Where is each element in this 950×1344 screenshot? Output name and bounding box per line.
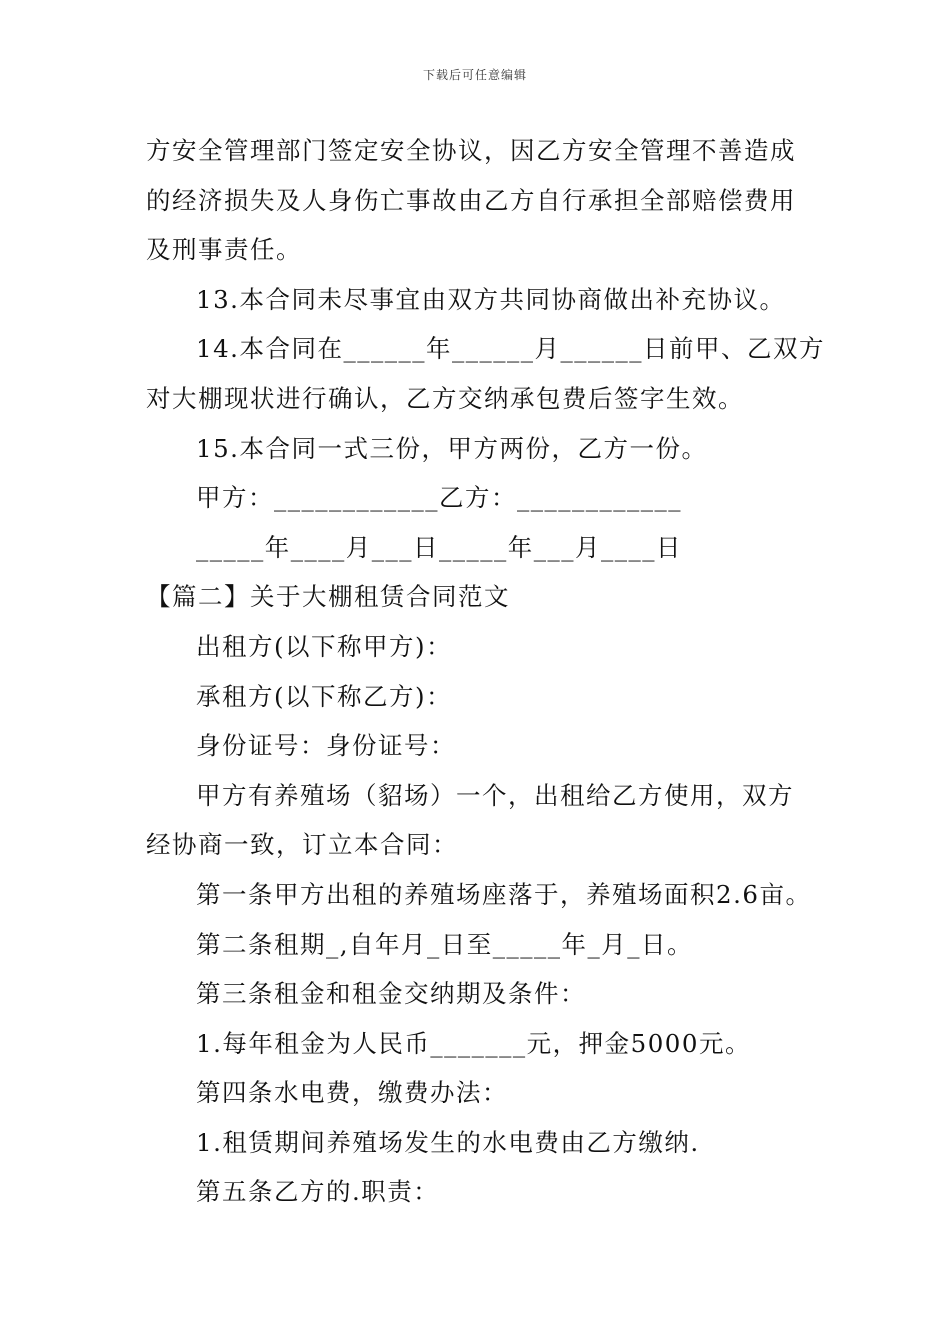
section-heading: 【篇二】关于大棚租赁合同范文 — [146, 582, 510, 612]
id-number-line: 身份证号：身份证号： — [196, 731, 456, 761]
paragraph-line: 的经济损失及人身伤亡事故由乙方自行承担全部赔偿费用 — [146, 185, 796, 215]
clause-13: 13.本合同未尽事宜由双方共同协商做出补充协议。 — [196, 284, 786, 314]
article-1: 第一条甲方出租的养殖场座落于，养殖场面积2.6亩。 — [196, 879, 812, 909]
article-4: 第四条水电费，缴费办法： — [196, 1078, 508, 1108]
article-3-item-1: 1.每年租金为人民币_______元，押金5000元。 — [196, 1028, 751, 1058]
signature-date-line: _____年____月___日_____年___月____日 — [196, 532, 682, 562]
article-4-item-1: 1.租赁期间养殖场发生的水电费由乙方缴纳. — [196, 1127, 700, 1157]
page-header: 下载后可任意编辑 — [422, 68, 527, 82]
paragraph-line: 甲方有养殖场（貂场）一个，出租给乙方使用，双方 — [196, 780, 794, 810]
clause-15: 15.本合同一式三份，甲方两份，乙方一份。 — [196, 433, 708, 463]
clause-14: 14.本合同在______年______月______日前甲、乙双方 — [196, 334, 825, 364]
article-2: 第二条租期_,自年月_日至_____年_月_日。 — [196, 929, 694, 959]
paragraph-line: 经协商一致，订立本合同： — [146, 830, 458, 860]
lessor-line: 出租方(以下称甲方)： — [196, 631, 453, 661]
paragraph-line: 对大棚现状进行确认，乙方交纳承包费后签字生效。 — [146, 383, 744, 413]
article-3: 第三条租金和租金交纳期及条件： — [196, 979, 586, 1009]
article-5: 第五条乙方的.职责： — [196, 1177, 440, 1207]
lessee-line: 承租方(以下称乙方)： — [196, 681, 453, 711]
paragraph-line: 方安全管理部门签定安全协议，因乙方安全管理不善造成 — [146, 136, 796, 165]
paragraph-line: 及刑事责任。 — [146, 235, 302, 265]
contract-body — [146, 126, 825, 1217]
signature-line: 甲方：____________乙方：____________ — [196, 483, 682, 513]
